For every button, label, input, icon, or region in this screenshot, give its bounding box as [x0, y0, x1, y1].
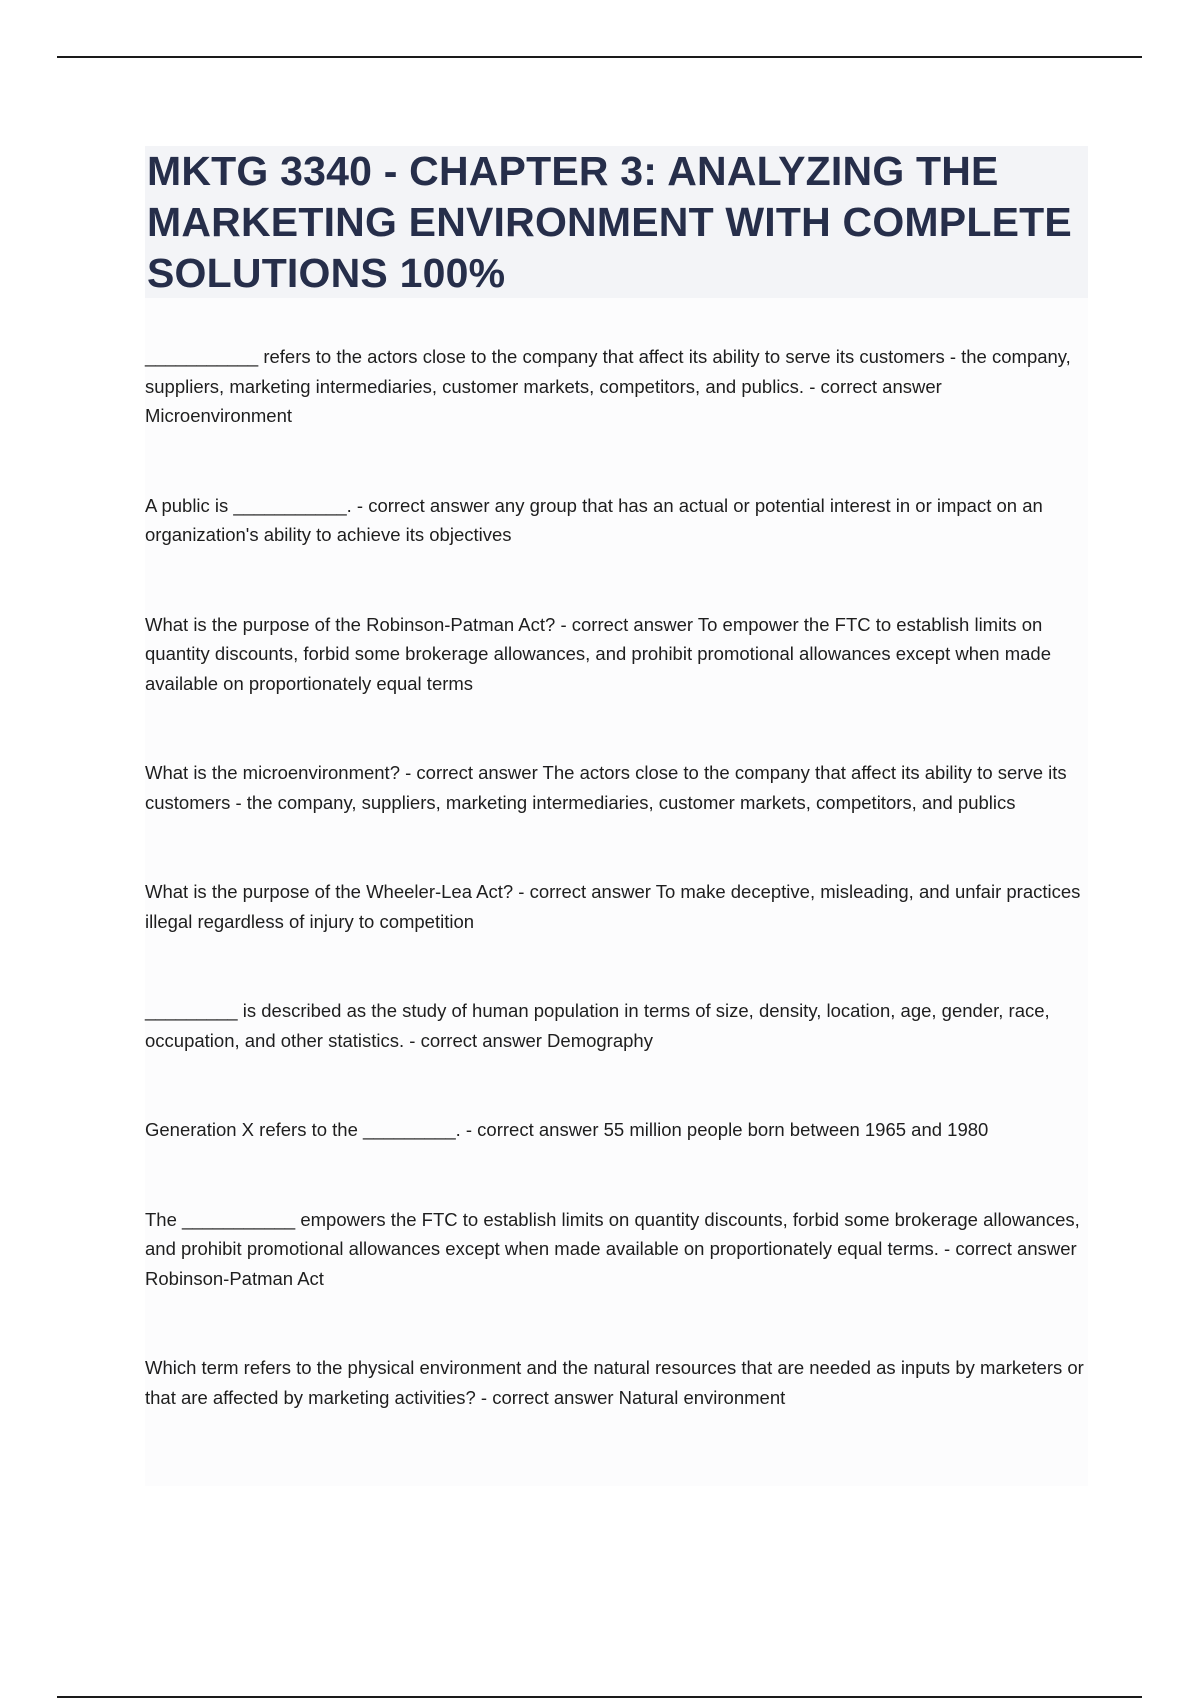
- top-divider: [57, 56, 1142, 58]
- qa-item: ___________ refers to the actors close to the company that affect its ability to serve its customers - the company, suppliers, marketing intermediaries, customer markets, competitors, and publics. - correct answer Microenvironment: [145, 346, 1071, 426]
- qa-item: What is the purpose of the Robinson-Patman Act? - correct answer To empower the FTC to establish limits on quantity discounts, forbid some brokerage allowances, and prohibit promotional allowances except when made available on proportionately equal terms: [145, 613, 1051, 694]
- qa-item: _________ is described as the study of human population in terms of size, density, location, age, gender, race, occupation, and other statistics. - correct answer Demography: [145, 1000, 1050, 1051]
- qa-item: Which term refers to the physical environment and the natural resources that are needed as inputs by marketers or that are affected by marketing activities? - correct answer Natural environment: [145, 1357, 1084, 1408]
- qa-item: A public is ___________. - correct answer any group that has an actual or potential interest in or impact on an organization's ability to achieve its objectives: [145, 494, 1043, 545]
- title-block: [145, 146, 1088, 298]
- bottom-divider: [57, 1696, 1142, 1698]
- qa-item: What is the purpose of the Wheeler-Lea Act? - correct answer To make deceptive, misleading, and unfair practices illegal regardless of injury to competition: [145, 881, 1081, 932]
- qa-item: What is the microenvironment? - correct answer The actors close to the company that affect its ability to serve its customers - the company, suppliers, marketing intermediaries, customer markets, competitors, and publics: [145, 762, 1067, 813]
- qa-item: Generation X refers to the _________. - correct answer 55 million people born between 1965 and 1980: [145, 1119, 989, 1140]
- document-title: MKTG 3340 - CHAPTER 3: ANALYZING THE MARKETING ENVIRONMENT WITH COMPLETE SOLUTIONS 100%: [147, 148, 1072, 296]
- qa-item: The ___________ empowers the FTC to establish limits on quantity discounts, forbid some brokerage allowances, and prohibit promotional allowances except when made available on proportionately equal terms. - correct answer Robinson-Patman Act: [145, 1208, 1080, 1289]
- qa-list: [145, 342, 1090, 1412]
